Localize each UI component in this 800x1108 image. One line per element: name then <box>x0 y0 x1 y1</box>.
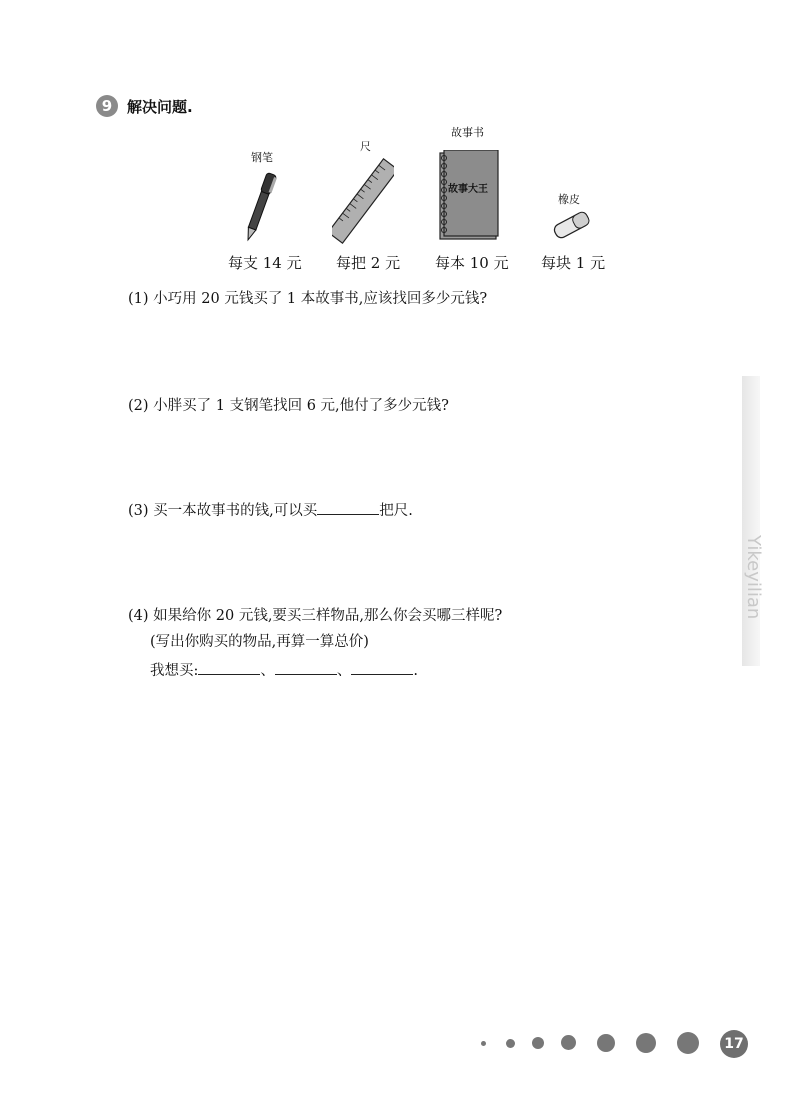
item-name-eraser: 橡皮 <box>558 193 580 206</box>
question-number-badge: 9 <box>96 95 118 117</box>
price-eraser: 每块 1 元 <box>541 254 606 272</box>
footer-dot <box>561 1035 576 1050</box>
subquestion-1: (1) 小巧用 20 元钱买了 1 本故事书,应该找回多少元钱? <box>128 291 488 307</box>
price-book: 每本 10 元 <box>435 254 509 272</box>
price-ruler: 每把 2 元 <box>336 254 401 272</box>
price-pen: 每支 14 元 <box>228 254 302 272</box>
ruler-icon <box>332 155 394 247</box>
item-name-book: 故事书 <box>451 126 484 139</box>
subquestion-4-answer-line <box>150 659 418 680</box>
item-name-ruler: 尺 <box>360 140 371 153</box>
book-icon <box>436 150 500 242</box>
subquestion-4-hint: (写出你购买的物品,再算一算总价) <box>150 634 369 650</box>
eraser-icon <box>551 208 593 244</box>
footer-dot <box>532 1037 544 1049</box>
pen-icon <box>240 168 280 246</box>
subquestion-2: (2) 小胖买了 1 支钢笔找回 6 元,他付了多少元钱? <box>128 398 449 414</box>
item-name-pen: 钢笔 <box>251 151 273 164</box>
side-tab <box>742 376 760 666</box>
answer-prefix: 我想买: <box>150 663 199 679</box>
subquestion-3-text: (3) 买一本故事书的钱,可以买 <box>128 503 318 519</box>
subquestion-3-unit: 把尺. <box>379 503 413 519</box>
page-number: 17 <box>720 1030 748 1058</box>
separator: 、 <box>260 663 275 679</box>
footer-dot <box>636 1033 656 1053</box>
answer-blank-item-2[interactable] <box>275 660 337 675</box>
question-title: 解决问题. <box>127 98 193 116</box>
footer-dot <box>506 1039 515 1048</box>
side-tab-label: Yikeyilian <box>743 535 764 620</box>
answer-blank-item-1[interactable] <box>198 660 260 675</box>
answer-end: . <box>413 663 418 679</box>
answer-blank-item-3[interactable] <box>351 660 413 675</box>
answer-blank-rulers[interactable] <box>317 500 379 515</box>
footer-dot <box>597 1034 615 1052</box>
footer-dot <box>481 1041 486 1046</box>
separator: 、 <box>336 663 352 679</box>
subquestion-4: (4) 如果给你 20 元钱,要买三样物品,那么你会买哪三样呢? <box>128 608 503 624</box>
subquestion-3 <box>128 499 413 520</box>
book-cover-title: 故事大王 <box>448 184 488 195</box>
footer-dot <box>677 1032 699 1054</box>
